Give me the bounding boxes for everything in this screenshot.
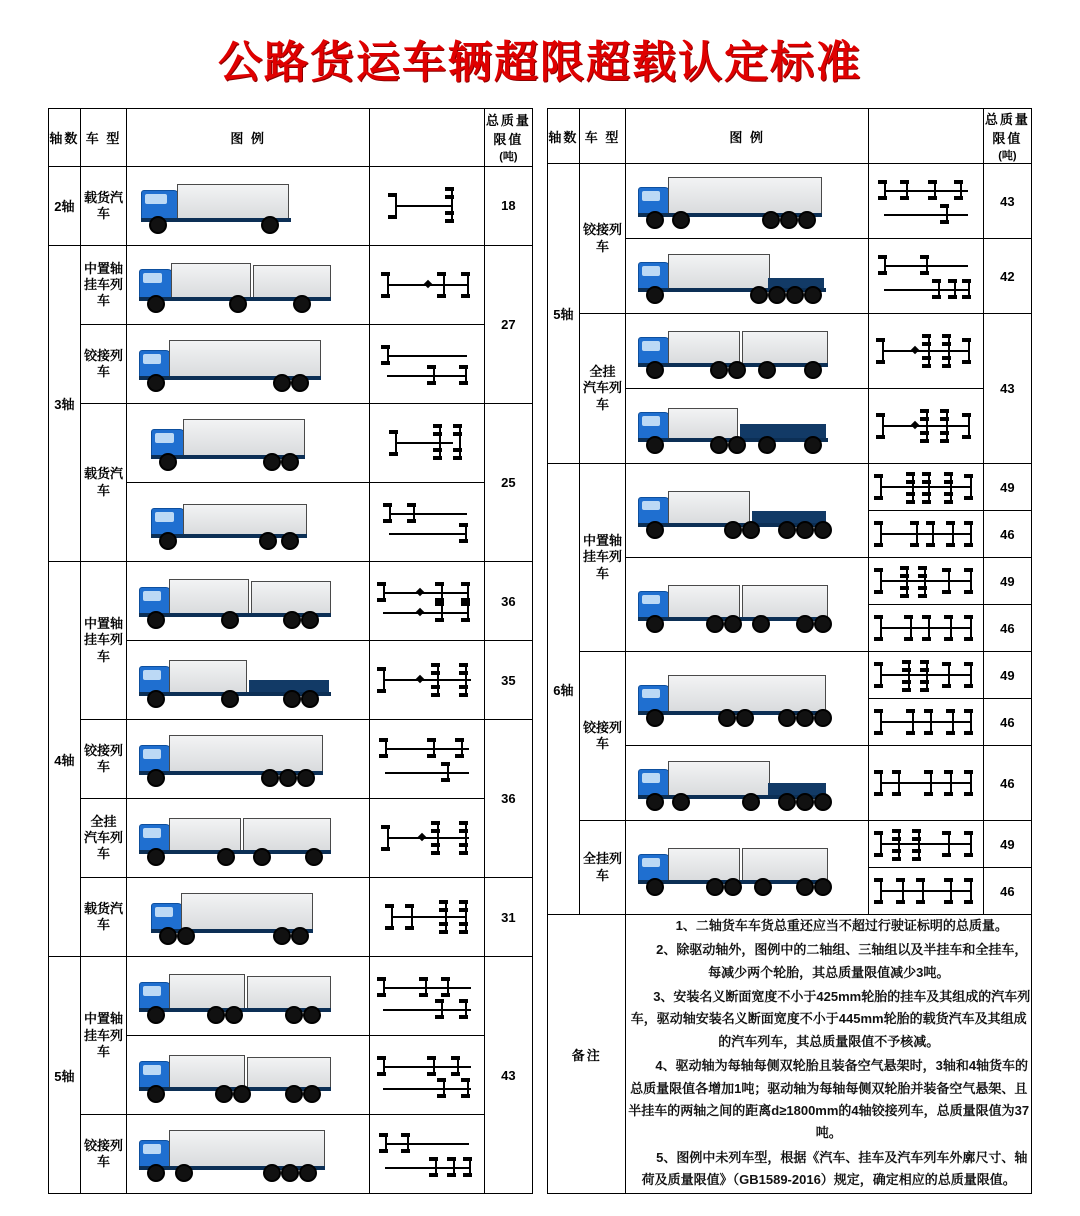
- axle-diagram-cell: [370, 404, 485, 483]
- header-type: 车 型: [80, 109, 127, 167]
- header-figure: 图 例: [127, 109, 370, 167]
- axle-diagram-cell: [869, 652, 984, 699]
- mass-cell: 46: [983, 605, 1031, 652]
- axle-diagram: [872, 247, 980, 305]
- axle-diagram: [872, 558, 980, 604]
- type-cell: 载货汽车: [80, 878, 127, 957]
- truck-pictogram: [133, 966, 363, 1026]
- axle-diagram: [872, 868, 980, 914]
- mass-cell: 36: [484, 562, 532, 641]
- header-mass-unit: (吨): [998, 150, 1017, 162]
- mass-cell: 43: [983, 314, 1031, 464]
- axes-cell: 4轴: [49, 562, 81, 957]
- notes-label: 备注: [548, 915, 626, 1194]
- figure-cell: [626, 652, 869, 746]
- axle-diagram-cell: [370, 878, 485, 957]
- axes-cell: 5轴: [548, 164, 580, 464]
- figure-cell: [127, 720, 370, 799]
- header-figure: 图 例: [626, 109, 869, 164]
- figure-cell: [626, 746, 869, 821]
- page-title: 公路货运车辆超限超载认定标准: [218, 38, 862, 87]
- axle-diagram-cell: [869, 511, 984, 558]
- header-type: 车 型: [579, 109, 626, 164]
- header-mass-unit: (吨): [499, 151, 518, 164]
- axle-diagram-cell: [869, 314, 984, 389]
- axle-diagram-cell: [370, 957, 485, 1036]
- header-mass-label: 总质量限值: [485, 113, 531, 148]
- axle-diagram: [373, 809, 481, 867]
- mass-cell: 46: [983, 746, 1031, 821]
- type-cell: 载货汽车: [80, 404, 127, 562]
- truck-pictogram: [632, 321, 862, 381]
- table-row: [548, 821, 1032, 868]
- axle-diagram: [872, 652, 980, 698]
- axes-cell: 2轴: [49, 166, 81, 245]
- note-item: 4、驱动轴为每轴每侧双轮胎且装备空气悬架时，3轴和4轴货车的总质量限值各增加1吨；驱动轴为每轴每侧双轮胎并装备空气悬架、且半挂车的两轴之间的距离d≥1800mm的4轴铰接列车，总质量限值为37吨。: [628, 1058, 1030, 1141]
- axle-diagram: [872, 511, 980, 557]
- figure-cell: [127, 324, 370, 403]
- axle-diagram-cell: [370, 562, 485, 641]
- header-mass: [484, 109, 532, 167]
- type-cell: 全挂 汽车列车: [80, 799, 127, 878]
- figure-cell: [626, 821, 869, 915]
- mass-cell: 43: [484, 957, 532, 1194]
- mass-cell: 36: [484, 720, 532, 878]
- type-cell: 中置轴 挂车列车: [80, 245, 127, 324]
- truck-pictogram: [632, 246, 862, 306]
- figure-cell: [127, 1036, 370, 1115]
- axle-diagram: [373, 177, 481, 235]
- axle-diagram-cell: [370, 720, 485, 799]
- axle-diagram-cell: [869, 464, 984, 511]
- truck-pictogram: [133, 255, 363, 315]
- note-item: 1、二轴货车车货总重还应当不超过行驶证标明的总质量。: [675, 918, 1008, 933]
- figure-cell: [127, 799, 370, 878]
- header-axes: 轴数: [548, 109, 580, 164]
- truck-pictogram: [133, 492, 363, 552]
- figure-cell: [626, 239, 869, 314]
- axle-diagram: [872, 464, 980, 510]
- type-cell: 铰接列车: [579, 164, 626, 314]
- notes-row: [548, 915, 1032, 1194]
- mass-cell: 43: [983, 164, 1031, 239]
- type-cell: 载货汽车: [80, 166, 127, 245]
- note-item: 3、安装名义断面宽度不小于425mm轮胎的挂车及其组成的汽车列车，驱动轴安装名义断面宽度不小于445mm轮胎的载货汽车及其组成的汽车列车，其总质量限值不予核减。: [630, 989, 1031, 1049]
- truck-pictogram: [632, 838, 862, 898]
- axle-diagram: [373, 967, 481, 1025]
- table-row: [548, 314, 1032, 389]
- table-row: [548, 464, 1032, 511]
- axle-diagram-cell: [370, 245, 485, 324]
- left-standards-table: [48, 108, 533, 1194]
- axle-diagram-cell: [869, 821, 984, 868]
- axle-diagram-cell: [869, 746, 984, 821]
- truck-pictogram: [133, 729, 363, 789]
- truck-pictogram: [133, 571, 363, 631]
- figure-cell: [626, 164, 869, 239]
- figure-cell: [127, 404, 370, 483]
- mass-cell: 49: [983, 464, 1031, 511]
- axle-diagram-cell: [869, 868, 984, 915]
- figure-cell: [127, 957, 370, 1036]
- figure-cell: [127, 641, 370, 720]
- mass-cell: 46: [983, 868, 1031, 915]
- axle-diagram: [872, 760, 980, 806]
- right-standards-table: [547, 108, 1032, 1194]
- table-row: [49, 1115, 533, 1194]
- type-cell: 全挂列车: [579, 821, 626, 915]
- figure-cell: [626, 314, 869, 389]
- truck-pictogram: [133, 808, 363, 868]
- axle-diagram-cell: [370, 324, 485, 403]
- truck-pictogram: [133, 413, 363, 473]
- axle-diagram-cell: [869, 605, 984, 652]
- axes-cell: 5轴: [49, 957, 81, 1194]
- axle-diagram: [373, 888, 481, 946]
- type-cell: 铰接列车: [80, 324, 127, 403]
- table-row: [548, 652, 1032, 699]
- axle-diagram: [373, 1125, 481, 1183]
- axle-diagram: [373, 493, 481, 551]
- header-mass-label: 总质量限值: [984, 112, 1030, 146]
- axle-diagram-cell: [370, 641, 485, 720]
- type-cell: 中置轴 挂车列车: [80, 562, 127, 720]
- truck-pictogram: [133, 1124, 363, 1184]
- mass-cell: 49: [983, 652, 1031, 699]
- truck-pictogram: [632, 753, 862, 813]
- mass-cell: 18: [484, 166, 532, 245]
- mass-cell: 42: [983, 239, 1031, 314]
- axle-diagram-cell: [869, 239, 984, 314]
- mass-cell: 49: [983, 558, 1031, 605]
- mass-cell: 27: [484, 245, 532, 403]
- figure-cell: [626, 389, 869, 464]
- table-row: [49, 878, 533, 957]
- axle-diagram: [373, 1046, 481, 1104]
- axle-diagram: [872, 605, 980, 651]
- header-mass: [983, 109, 1031, 164]
- truck-pictogram: [133, 334, 363, 394]
- axle-diagram: [373, 414, 481, 472]
- truck-pictogram: [632, 575, 862, 635]
- table-row: [49, 957, 533, 1036]
- table-row: [49, 720, 533, 799]
- table-row: [49, 404, 533, 483]
- header-figure-diagram: [869, 109, 984, 164]
- axle-diagram: [872, 699, 980, 745]
- figure-cell: [127, 245, 370, 324]
- header-figure-diagram: [370, 109, 485, 167]
- table-row: [548, 164, 1032, 239]
- figure-cell: [127, 483, 370, 562]
- truck-pictogram: [632, 396, 862, 456]
- truck-pictogram: [133, 176, 363, 236]
- table-row: [49, 324, 533, 403]
- standards-tables: [0, 108, 1080, 1194]
- truck-pictogram: [632, 481, 862, 541]
- type-cell: 铰接列车: [80, 1115, 127, 1194]
- axle-diagram-cell: [869, 164, 984, 239]
- type-cell: 全挂 汽车列车: [579, 314, 626, 464]
- axle-diagram: [872, 397, 980, 455]
- axle-diagram-cell: [370, 166, 485, 245]
- note-item: 2、除驱动轴外，图例中的二轴组、三轴组以及半挂车和全挂车，每减少两个轮胎，其总质量限值减少3吨。: [656, 942, 1028, 980]
- table-row: [49, 166, 533, 245]
- axle-diagram-cell: [370, 1036, 485, 1115]
- mass-cell: 25: [484, 404, 532, 562]
- figure-cell: [127, 166, 370, 245]
- mass-cell: 46: [983, 699, 1031, 746]
- axle-diagram: [872, 322, 980, 380]
- axle-diagram-cell: [370, 799, 485, 878]
- truck-pictogram: [632, 171, 862, 231]
- mass-cell: 49: [983, 821, 1031, 868]
- table-row: [49, 245, 533, 324]
- axle-diagram: [872, 172, 980, 230]
- figure-cell: [626, 464, 869, 558]
- axle-diagram: [373, 730, 481, 788]
- axle-diagram-cell: [869, 389, 984, 464]
- table-row: [49, 562, 533, 641]
- axle-diagram: [872, 821, 980, 867]
- axle-diagram: [373, 256, 481, 314]
- table-header-row: [49, 109, 533, 167]
- mass-cell: 35: [484, 641, 532, 720]
- table-header-row: [548, 109, 1032, 164]
- type-cell: 中置轴 挂车列车: [80, 957, 127, 1115]
- type-cell: 铰接列车: [80, 720, 127, 799]
- figure-cell: [626, 558, 869, 652]
- type-cell: 铰接列车: [579, 652, 626, 821]
- axle-diagram: [373, 335, 481, 393]
- figure-cell: [127, 1115, 370, 1194]
- axle-diagram-cell: [370, 1115, 485, 1194]
- note-item: 5、图例中未列车型，根据《汽车、挂车及汽车列车外廓尺寸、轴荷及质量限值》（GB1589-2016）规定，确定相应的总质量限值。: [641, 1149, 1028, 1187]
- type-cell: 中置轴 挂车列车: [579, 464, 626, 652]
- mass-cell: 46: [983, 511, 1031, 558]
- axes-cell: 3轴: [49, 245, 81, 561]
- figure-cell: [127, 562, 370, 641]
- header-axes: 轴数: [49, 109, 81, 167]
- figure-cell: [127, 878, 370, 957]
- axes-cell: 6轴: [548, 464, 580, 915]
- axle-diagram: [373, 572, 481, 630]
- axle-diagram-cell: [869, 699, 984, 746]
- truck-pictogram: [133, 1045, 363, 1105]
- axle-diagram-cell: [370, 483, 485, 562]
- notes-body: [626, 915, 1032, 1194]
- truck-pictogram: [133, 887, 363, 947]
- axle-diagram-cell: [869, 558, 984, 605]
- axle-diagram: [373, 651, 481, 709]
- truck-pictogram: [133, 650, 363, 710]
- table-row: [49, 799, 533, 878]
- truck-pictogram: [632, 669, 862, 729]
- mass-cell: 31: [484, 878, 532, 957]
